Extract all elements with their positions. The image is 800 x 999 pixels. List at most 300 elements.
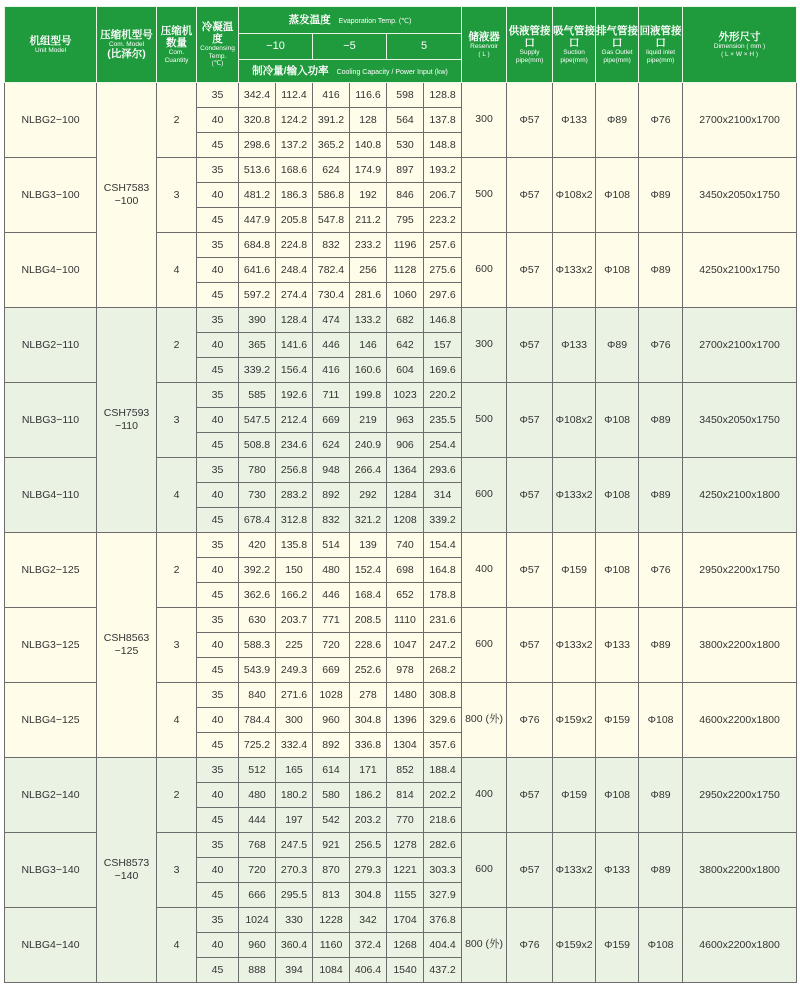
capacity-cell: 782.4 [313, 258, 350, 283]
capacity-cell: 314 [424, 483, 462, 508]
gas-outlet-pipe-cell: Φ108 [596, 533, 639, 608]
supply-pipe-cell: Φ57 [507, 158, 553, 233]
capacity-cell: 376.8 [424, 908, 462, 933]
capacity-cell: 547.5 [239, 408, 276, 433]
dimension-cell: 2950x2200x1750 [683, 533, 797, 608]
capacity-cell: 480 [239, 783, 276, 808]
capacity-cell: 1480 [387, 683, 424, 708]
capacity-cell: 564 [387, 108, 424, 133]
liquid-inlet-pipe-cell: Φ89 [639, 758, 683, 833]
capacity-cell: 780 [239, 458, 276, 483]
capacity-cell: 447.9 [239, 208, 276, 233]
capacity-cell: 597.2 [239, 283, 276, 308]
capacity-cell: 188.4 [424, 758, 462, 783]
capacity-cell: 223.2 [424, 208, 462, 233]
suction-pipe-cell: Φ133x2 [553, 458, 596, 533]
capacity-cell: 206.7 [424, 183, 462, 208]
capacity-cell: 390 [239, 308, 276, 333]
capacity-cell: 420 [239, 533, 276, 558]
condensing-temp-cell: 45 [197, 508, 239, 533]
capacity-cell: 186.3 [276, 183, 313, 208]
capacity-cell: 283.2 [276, 483, 313, 508]
capacity-cell: 725.2 [239, 733, 276, 758]
capacity-cell: 152.4 [350, 558, 387, 583]
capacity-cell: 1084 [313, 958, 350, 983]
condensing-temp-cell: 35 [197, 833, 239, 858]
capacity-cell: 178.8 [424, 583, 462, 608]
capacity-cell: 1160 [313, 933, 350, 958]
capacity-cell: 1023 [387, 383, 424, 408]
condensing-temp-cell: 35 [197, 458, 239, 483]
capacity-cell: 391.2 [313, 108, 350, 133]
reservoir-cell: 500 [462, 383, 507, 458]
liquid-inlet-pipe-cell: Φ76 [639, 533, 683, 608]
capacity-cell: 948 [313, 458, 350, 483]
capacity-cell: 840 [239, 683, 276, 708]
compressor-qty-cell: 3 [157, 383, 197, 458]
liquid-inlet-pipe-cell: Φ89 [639, 833, 683, 908]
capacity-cell: 892 [313, 733, 350, 758]
dimension-cell: 4600x2200x1800 [683, 683, 797, 758]
condensing-temp-cell: 35 [197, 533, 239, 558]
supply-pipe-cell: Φ57 [507, 758, 553, 833]
dimension-cell: 4600x2200x1800 [683, 908, 797, 983]
dimension-cell: 2700x2100x1700 [683, 308, 797, 383]
capacity-cell: 730.4 [313, 283, 350, 308]
capacity-cell: 220.2 [424, 383, 462, 408]
capacity-cell: 846 [387, 183, 424, 208]
unit-model-cell: NLBG3−110 [5, 383, 97, 458]
capacity-cell: 960 [239, 933, 276, 958]
capacity-cell: 174.9 [350, 158, 387, 183]
condensing-temp-cell: 40 [197, 108, 239, 133]
capacity-cell: 870 [313, 858, 350, 883]
capacity-cell: 140.8 [350, 133, 387, 158]
capacity-cell: 1047 [387, 633, 424, 658]
condensing-temp-cell: 45 [197, 433, 239, 458]
capacity-cell: 342.4 [239, 83, 276, 108]
capacity-cell: 137.2 [276, 133, 313, 158]
gas-outlet-pipe-cell: Φ89 [596, 308, 639, 383]
capacity-cell: 336.8 [350, 733, 387, 758]
condensing-temp-cell: 35 [197, 383, 239, 408]
capacity-cell: 308.8 [424, 683, 462, 708]
capacity-cell: 165 [276, 758, 313, 783]
gas-outlet-pipe-cell: Φ108 [596, 383, 639, 458]
supply-pipe-cell: Φ57 [507, 383, 553, 458]
capacity-cell: 669 [313, 408, 350, 433]
capacity-cell: 543.9 [239, 658, 276, 683]
supply-pipe-cell: Φ57 [507, 83, 553, 158]
capacity-cell: 437.2 [424, 958, 462, 983]
capacity-cell: 249.3 [276, 658, 313, 683]
capacity-cell: 1396 [387, 708, 424, 733]
header-supply-pipe: 供液管接口 Supply pipe(mm) [507, 7, 553, 83]
suction-pipe-cell: Φ133 [553, 83, 596, 158]
capacity-cell: 327.9 [424, 883, 462, 908]
table-body [5, 83, 797, 983]
suction-pipe-cell: Φ159x2 [553, 683, 596, 758]
suction-pipe-cell: Φ159x2 [553, 908, 596, 983]
unit-model-cell: NLBG3−125 [5, 608, 97, 683]
capacity-cell: 666 [239, 883, 276, 908]
header-evap-temp: 蒸发温度 Evaporation Temp. (℃) [239, 7, 462, 34]
capacity-cell: 684.8 [239, 233, 276, 258]
capacity-cell: 963 [387, 408, 424, 433]
gas-outlet-pipe-cell: Φ108 [596, 158, 639, 233]
capacity-cell: 888 [239, 958, 276, 983]
capacity-cell: 365 [239, 333, 276, 358]
capacity-cell: 547.8 [313, 208, 350, 233]
capacity-cell: 641.6 [239, 258, 276, 283]
capacity-cell: 330 [276, 908, 313, 933]
capacity-cell: 164.8 [424, 558, 462, 583]
capacity-cell: 139 [350, 533, 387, 558]
dimension-cell: 3800x2200x1800 [683, 608, 797, 683]
capacity-cell: 481.2 [239, 183, 276, 208]
capacity-cell: 197 [276, 808, 313, 833]
capacity-cell: 203.2 [350, 808, 387, 833]
capacity-cell: 266.4 [350, 458, 387, 483]
capacity-cell: 312.8 [276, 508, 313, 533]
condensing-temp-cell: 45 [197, 133, 239, 158]
header-capacity: 制冷量/输入功率 Cooling Capacity / Power Input (kw) [239, 60, 462, 83]
condensing-temp-cell: 35 [197, 758, 239, 783]
condensing-temp-cell: 40 [197, 783, 239, 808]
capacity-cell: 406.4 [350, 958, 387, 983]
gas-outlet-pipe-cell: Φ108 [596, 458, 639, 533]
capacity-cell: 247.5 [276, 833, 313, 858]
reservoir-cell: 600 [462, 233, 507, 308]
capacity-cell: 339.2 [424, 508, 462, 533]
unit-model-cell: NLBG4−110 [5, 458, 97, 533]
unit-model-cell: NLBG2−100 [5, 83, 97, 158]
header-unit-model: 机组型号 Unit Model [5, 7, 97, 83]
capacity-cell: 897 [387, 158, 424, 183]
capacity-cell: 203.7 [276, 608, 313, 633]
reservoir-cell: 800 (外) [462, 683, 507, 758]
capacity-cell: 268.2 [424, 658, 462, 683]
liquid-inlet-pipe-cell: Φ108 [639, 683, 683, 758]
condensing-temp-cell: 35 [197, 908, 239, 933]
liquid-inlet-pipe-cell: Φ89 [639, 608, 683, 683]
condensing-temp-cell: 35 [197, 158, 239, 183]
capacity-cell: 193.2 [424, 158, 462, 183]
capacity-cell: 247.2 [424, 633, 462, 658]
capacity-cell: 960 [313, 708, 350, 733]
capacity-cell: 298.6 [239, 133, 276, 158]
capacity-cell: 906 [387, 433, 424, 458]
liquid-inlet-pipe-cell: Φ76 [639, 83, 683, 158]
condensing-temp-cell: 40 [197, 633, 239, 658]
supply-pipe-cell: Φ76 [507, 683, 553, 758]
capacity-cell: 372.4 [350, 933, 387, 958]
capacity-cell: 303.3 [424, 858, 462, 883]
capacity-cell: 205.8 [276, 208, 313, 233]
compressor-model-cell: CSH7583 −100 [97, 83, 157, 308]
supply-pipe-cell: Φ57 [507, 458, 553, 533]
table-header [5, 7, 797, 83]
condensing-temp-cell: 40 [197, 408, 239, 433]
condensing-temp-cell: 45 [197, 583, 239, 608]
capacity-cell: 295.5 [276, 883, 313, 908]
capacity-cell: 256.5 [350, 833, 387, 858]
supply-pipe-cell: Φ76 [507, 908, 553, 983]
capacity-cell: 156.4 [276, 358, 313, 383]
capacity-cell: 580 [313, 783, 350, 808]
compressor-qty-cell: 2 [157, 83, 197, 158]
table-row [5, 533, 797, 558]
capacity-cell: 166.2 [276, 583, 313, 608]
capacity-cell: 192.6 [276, 383, 313, 408]
capacity-cell: 146 [350, 333, 387, 358]
capacity-cell: 254.4 [424, 433, 462, 458]
condensing-temp-cell: 40 [197, 933, 239, 958]
capacity-cell: 740 [387, 533, 424, 558]
condensing-temp-cell: 40 [197, 558, 239, 583]
capacity-cell: 365.2 [313, 133, 350, 158]
condensing-temp-cell: 40 [197, 858, 239, 883]
header-evap-temp-value: −5 [313, 34, 387, 60]
compressor-qty-cell: 2 [157, 533, 197, 608]
capacity-cell: 394 [276, 958, 313, 983]
unit-model-cell: NLBG2−140 [5, 758, 97, 833]
capacity-cell: 416 [313, 358, 350, 383]
capacity-cell: 228.6 [350, 633, 387, 658]
capacity-cell: 1221 [387, 858, 424, 883]
suction-pipe-cell: Φ133 [553, 308, 596, 383]
capacity-cell: 137.8 [424, 108, 462, 133]
condensing-temp-cell: 35 [197, 308, 239, 333]
gas-outlet-pipe-cell: Φ159 [596, 683, 639, 758]
header-com-model: 压缩机型号 Com. Model (比泽尔) [97, 7, 157, 83]
capacity-cell: 771 [313, 608, 350, 633]
capacity-cell: 444 [239, 808, 276, 833]
capacity-cell: 921 [313, 833, 350, 858]
capacity-cell: 852 [387, 758, 424, 783]
capacity-cell: 814 [387, 783, 424, 808]
unit-model-cell: NLBG4−100 [5, 233, 97, 308]
header-dimension: 外形尺寸 Dimension ( mm ) ( L × W × H ) [683, 7, 797, 83]
compressor-model-cell: CSH8563 −125 [97, 533, 157, 758]
dimension-cell: 2700x2100x1700 [683, 83, 797, 158]
capacity-cell: 270.3 [276, 858, 313, 883]
capacity-cell: 624 [313, 433, 350, 458]
condensing-temp-cell: 40 [197, 708, 239, 733]
capacity-cell: 446 [313, 333, 350, 358]
condensing-temp-cell: 35 [197, 683, 239, 708]
capacity-cell: 240.9 [350, 433, 387, 458]
compressor-qty-cell: 4 [157, 458, 197, 533]
capacity-cell: 212.4 [276, 408, 313, 433]
unit-model-cell: NLBG4−140 [5, 908, 97, 983]
capacity-cell: 446 [313, 583, 350, 608]
capacity-cell: 362.6 [239, 583, 276, 608]
capacity-cell: 293.6 [424, 458, 462, 483]
supply-pipe-cell: Φ57 [507, 608, 553, 683]
capacity-cell: 720 [239, 858, 276, 883]
condensing-temp-cell: 45 [197, 358, 239, 383]
capacity-cell: 1228 [313, 908, 350, 933]
capacity-cell: 231.6 [424, 608, 462, 633]
condensing-temp-cell: 35 [197, 83, 239, 108]
suction-pipe-cell: Φ133x2 [553, 608, 596, 683]
dimension-cell: 3800x2200x1800 [683, 833, 797, 908]
capacity-cell: 128.4 [276, 308, 313, 333]
capacity-cell: 795 [387, 208, 424, 233]
capacity-cell: 678.4 [239, 508, 276, 533]
capacity-cell: 1060 [387, 283, 424, 308]
capacity-cell: 652 [387, 583, 424, 608]
capacity-cell: 235.5 [424, 408, 462, 433]
reservoir-cell: 600 [462, 833, 507, 908]
dimension-cell: 3450x2050x1750 [683, 158, 797, 233]
capacity-cell: 199.8 [350, 383, 387, 408]
capacity-cell: 1304 [387, 733, 424, 758]
capacity-cell: 598 [387, 83, 424, 108]
capacity-cell: 586.8 [313, 183, 350, 208]
liquid-inlet-pipe-cell: Φ89 [639, 158, 683, 233]
spec-table [4, 6, 797, 983]
condensing-temp-cell: 40 [197, 483, 239, 508]
capacity-cell: 1028 [313, 683, 350, 708]
capacity-cell: 281.6 [350, 283, 387, 308]
condensing-temp-cell: 40 [197, 333, 239, 358]
capacity-cell: 224.8 [276, 233, 313, 258]
capacity-cell: 219 [350, 408, 387, 433]
compressor-qty-cell: 4 [157, 908, 197, 983]
dimension-cell: 3450x2050x1750 [683, 383, 797, 458]
capacity-cell: 642 [387, 333, 424, 358]
capacity-cell: 168.6 [276, 158, 313, 183]
capacity-cell: 1128 [387, 258, 424, 283]
capacity-cell: 698 [387, 558, 424, 583]
capacity-cell: 180.2 [276, 783, 313, 808]
capacity-cell: 133.2 [350, 308, 387, 333]
condensing-temp-cell: 45 [197, 208, 239, 233]
capacity-cell: 208.5 [350, 608, 387, 633]
reservoir-cell: 600 [462, 608, 507, 683]
header-cond-temp: 冷凝温度 Condensing Temp. (℃) [197, 7, 239, 83]
capacity-cell: 128.8 [424, 83, 462, 108]
capacity-cell: 275.6 [424, 258, 462, 283]
capacity-cell: 233.2 [350, 233, 387, 258]
header-suction-pipe: 吸气管接口 Suction pipe(mm) [553, 7, 596, 83]
capacity-cell: 832 [313, 508, 350, 533]
capacity-cell: 211.2 [350, 208, 387, 233]
capacity-cell: 768 [239, 833, 276, 858]
capacity-cell: 202.2 [424, 783, 462, 808]
capacity-cell: 1278 [387, 833, 424, 858]
gas-outlet-pipe-cell: Φ108 [596, 233, 639, 308]
condensing-temp-cell: 45 [197, 733, 239, 758]
capacity-cell: 271.6 [276, 683, 313, 708]
reservoir-cell: 400 [462, 758, 507, 833]
suction-pipe-cell: Φ159 [553, 758, 596, 833]
capacity-cell: 630 [239, 608, 276, 633]
capacity-cell: 1024 [239, 908, 276, 933]
supply-pipe-cell: Φ57 [507, 233, 553, 308]
capacity-cell: 292 [350, 483, 387, 508]
capacity-cell: 1704 [387, 908, 424, 933]
unit-model-cell: NLBG3−140 [5, 833, 97, 908]
capacity-cell: 682 [387, 308, 424, 333]
capacity-cell: 1196 [387, 233, 424, 258]
capacity-cell: 339.2 [239, 358, 276, 383]
suction-pipe-cell: Φ159 [553, 533, 596, 608]
capacity-cell: 770 [387, 808, 424, 833]
capacity-cell: 512 [239, 758, 276, 783]
reservoir-cell: 300 [462, 308, 507, 383]
capacity-cell: 304.8 [350, 708, 387, 733]
header-evap-temp-value: −10 [239, 34, 313, 60]
capacity-cell: 148.8 [424, 133, 462, 158]
suction-pipe-cell: Φ108x2 [553, 158, 596, 233]
reservoir-cell: 500 [462, 158, 507, 233]
capacity-cell: 404.4 [424, 933, 462, 958]
capacity-cell: 154.4 [424, 533, 462, 558]
capacity-cell: 392.2 [239, 558, 276, 583]
header-evap-temp-value: 5 [387, 34, 462, 60]
capacity-cell: 508.8 [239, 433, 276, 458]
capacity-cell: 416 [313, 83, 350, 108]
capacity-cell: 321.2 [350, 508, 387, 533]
capacity-cell: 169.6 [424, 358, 462, 383]
capacity-cell: 168.4 [350, 583, 387, 608]
capacity-cell: 588.3 [239, 633, 276, 658]
capacity-cell: 720 [313, 633, 350, 658]
capacity-cell: 186.2 [350, 783, 387, 808]
capacity-cell: 978 [387, 658, 424, 683]
capacity-cell: 332.4 [276, 733, 313, 758]
capacity-cell: 157 [424, 333, 462, 358]
capacity-cell: 192 [350, 183, 387, 208]
unit-model-cell: NLBG2−110 [5, 308, 97, 383]
capacity-cell: 480 [313, 558, 350, 583]
capacity-cell: 342 [350, 908, 387, 933]
capacity-cell: 274.4 [276, 283, 313, 308]
capacity-cell: 112.4 [276, 83, 313, 108]
suction-pipe-cell: Φ108x2 [553, 383, 596, 458]
capacity-cell: 513.6 [239, 158, 276, 183]
suction-pipe-cell: Φ133x2 [553, 833, 596, 908]
capacity-cell: 300 [276, 708, 313, 733]
capacity-cell: 218.6 [424, 808, 462, 833]
capacity-cell: 256 [350, 258, 387, 283]
unit-model-cell: NLBG4−125 [5, 683, 97, 758]
capacity-cell: 813 [313, 883, 350, 908]
capacity-cell: 320.8 [239, 108, 276, 133]
capacity-cell: 160.6 [350, 358, 387, 383]
gas-outlet-pipe-cell: Φ89 [596, 83, 639, 158]
gas-outlet-pipe-cell: Φ159 [596, 908, 639, 983]
table-row [5, 83, 797, 108]
liquid-inlet-pipe-cell: Φ89 [639, 458, 683, 533]
compressor-qty-cell: 2 [157, 308, 197, 383]
capacity-cell: 1364 [387, 458, 424, 483]
capacity-cell: 360.4 [276, 933, 313, 958]
capacity-cell: 278 [350, 683, 387, 708]
capacity-cell: 624 [313, 158, 350, 183]
capacity-cell: 297.6 [424, 283, 462, 308]
capacity-cell: 282.6 [424, 833, 462, 858]
dimension-cell: 4250x2100x1800 [683, 458, 797, 533]
condensing-temp-cell: 45 [197, 883, 239, 908]
gas-outlet-pipe-cell: Φ133 [596, 608, 639, 683]
gas-outlet-pipe-cell: Φ133 [596, 833, 639, 908]
capacity-cell: 1540 [387, 958, 424, 983]
capacity-cell: 257.6 [424, 233, 462, 258]
